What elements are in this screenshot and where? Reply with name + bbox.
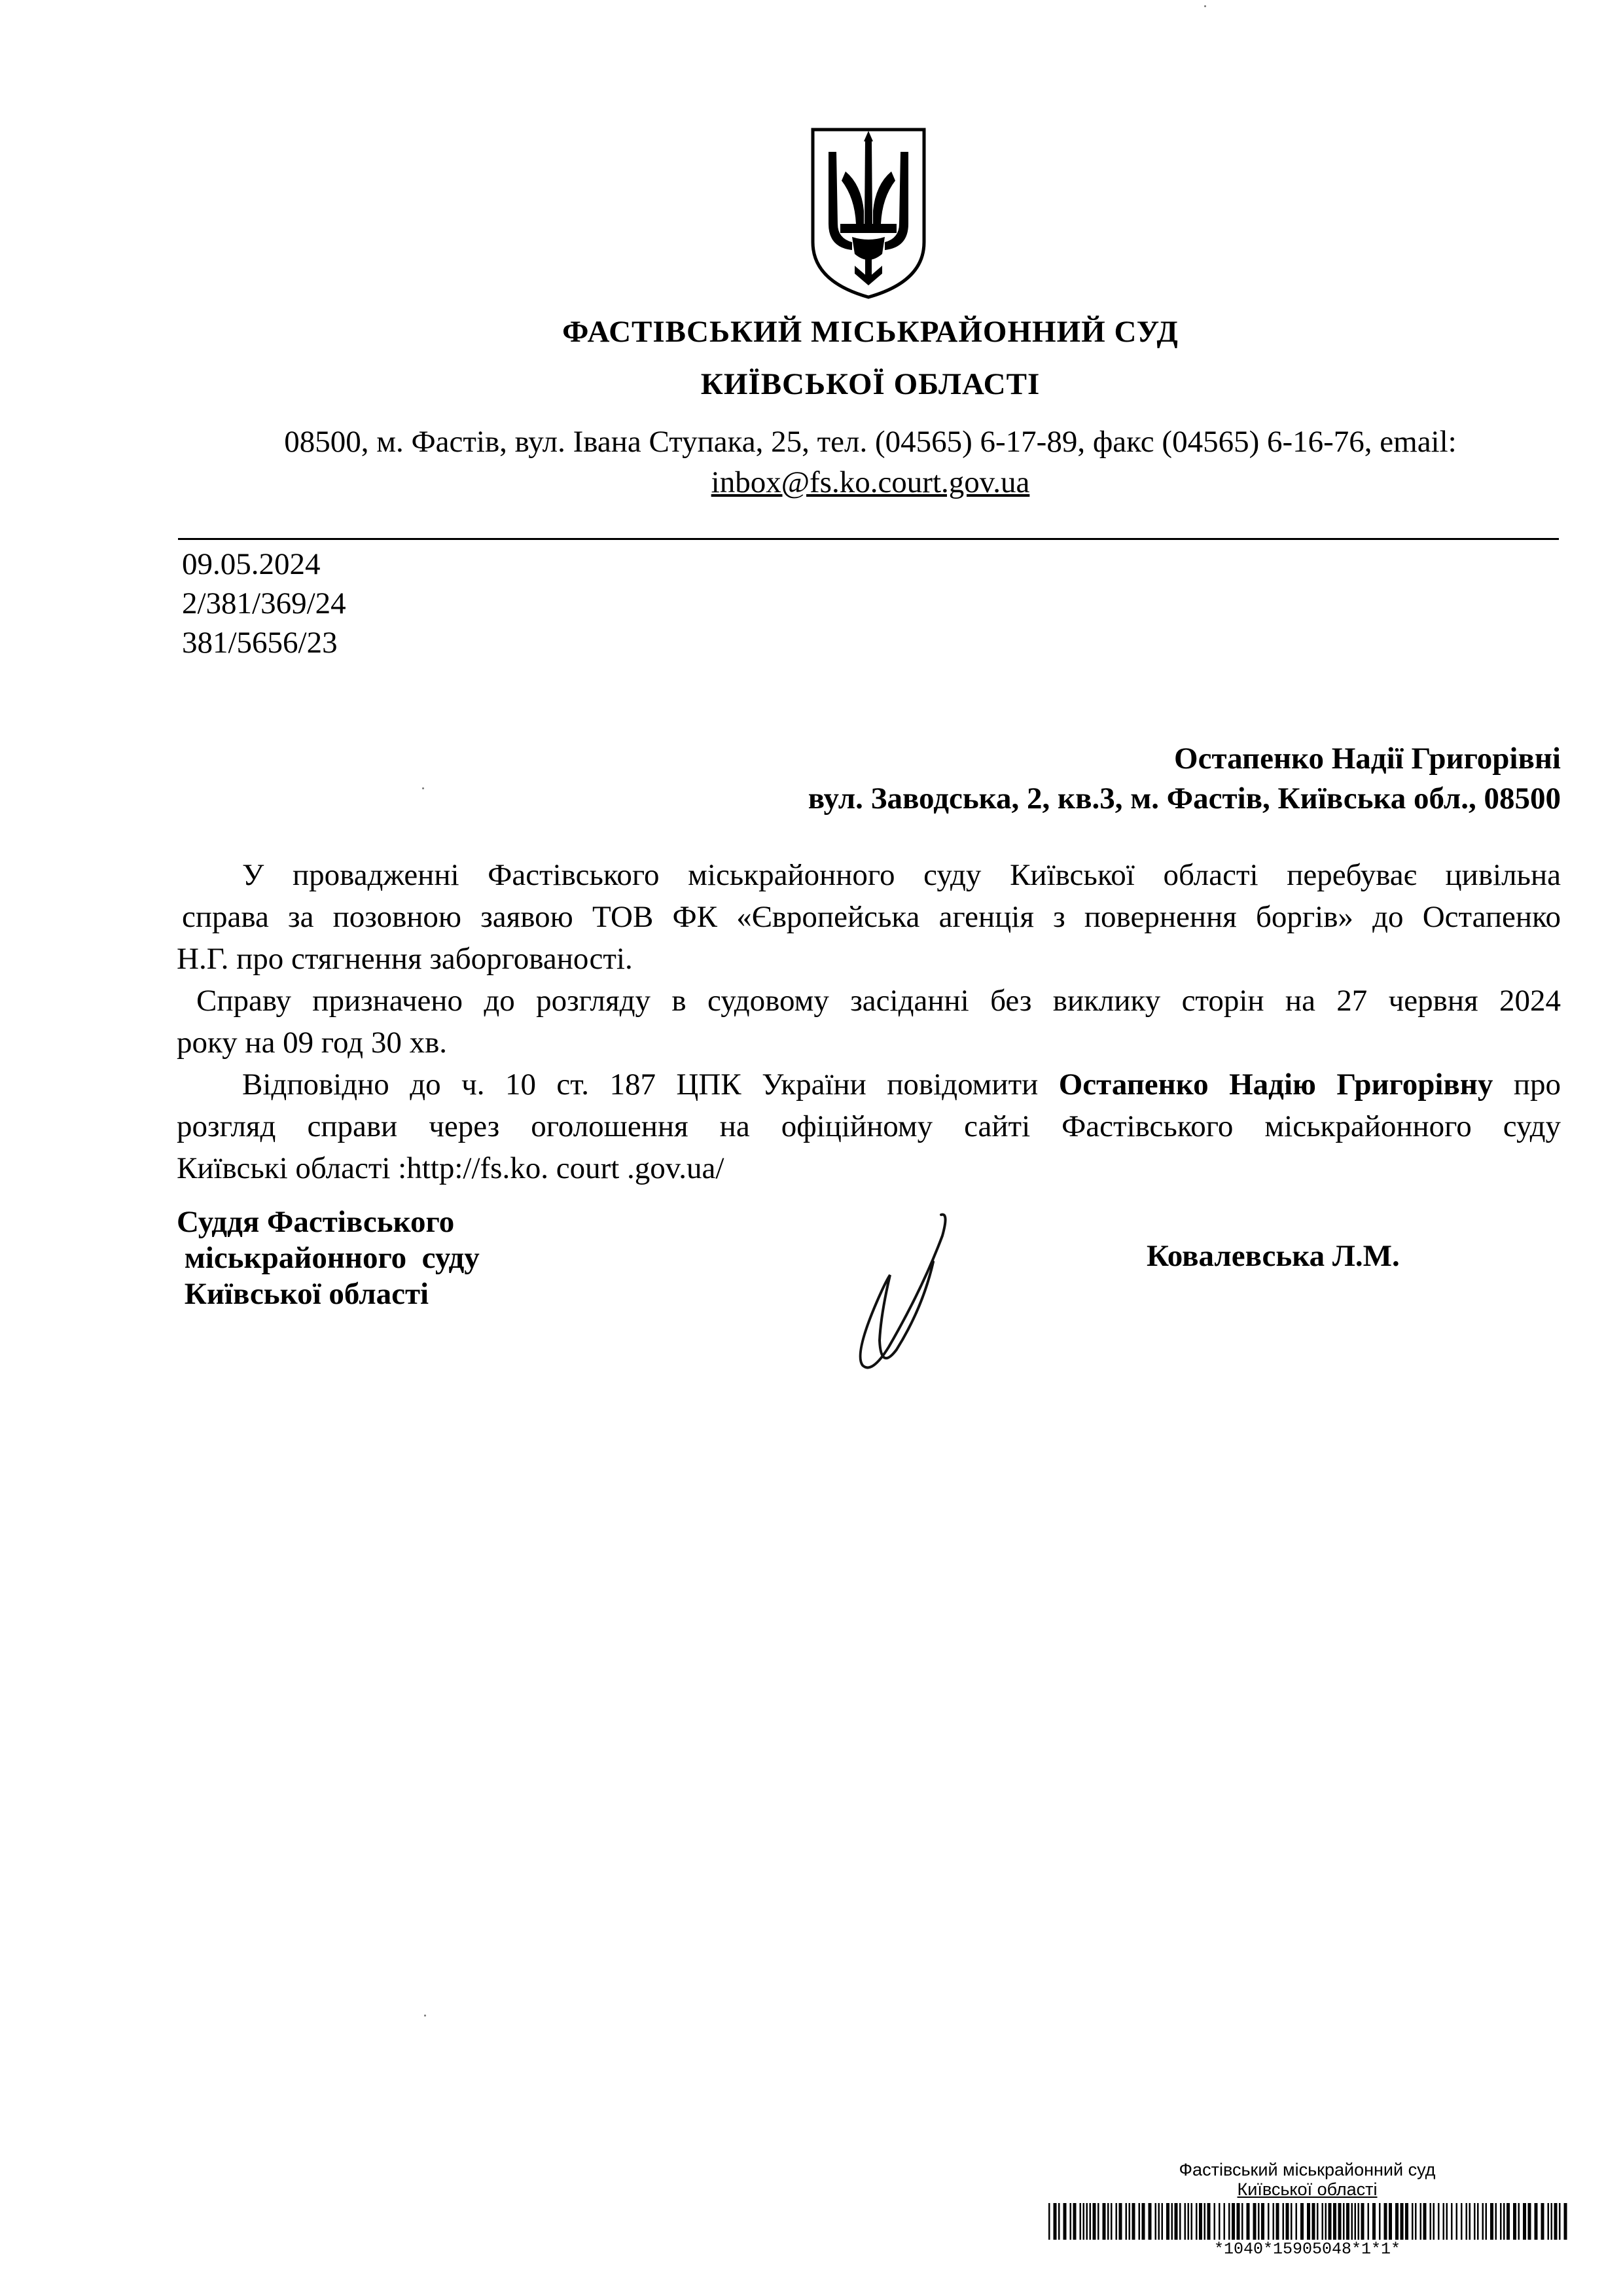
barcode-bar xyxy=(1523,2203,1526,2240)
barcode-bar xyxy=(1551,2203,1553,2240)
barcode-bar xyxy=(1312,2203,1315,2240)
barcode-bar xyxy=(1191,2203,1193,2240)
barcode-bar xyxy=(1228,2203,1230,2240)
barcode-bar xyxy=(1389,2203,1392,2240)
barcode-bar xyxy=(1119,2203,1122,2240)
defendant-name: Остапенко Надію Григорівну xyxy=(1058,1067,1493,1102)
barcode-bar xyxy=(1513,2203,1516,2240)
court-email-line xyxy=(0,465,1623,500)
barcode-bar xyxy=(1322,2203,1324,2240)
barcode-bar xyxy=(1126,2203,1128,2240)
barcode-bar xyxy=(1158,2203,1160,2240)
barcode-bar xyxy=(1456,2203,1458,2240)
barcode-bar xyxy=(1188,2203,1190,2240)
case-number: 381/5656/23 xyxy=(182,626,338,660)
recipient-name: Остапенко Надії Григорівні xyxy=(1174,742,1561,776)
body-p3-line1-end: про xyxy=(1493,1067,1561,1102)
scan-speck xyxy=(1204,5,1206,7)
barcode-bar xyxy=(1346,2203,1349,2240)
barcode-bar xyxy=(1219,2203,1221,2240)
judge-title-line2: міськрайонного суду xyxy=(177,1241,480,1275)
body-p3-line2: розгляд справи через оголошення на офіційному сайті Фастівського міськрайонного суду xyxy=(177,1109,1561,1143)
barcode-bar xyxy=(1451,2203,1453,2240)
barcode-bar xyxy=(1083,2203,1085,2240)
barcode-bar xyxy=(1073,2203,1077,2240)
barcode-bar xyxy=(1400,2203,1404,2240)
court-name-line2: КИЇВСЬКОЇ ОБЛАСТІ xyxy=(700,367,1041,401)
barcode-bar xyxy=(1325,2203,1327,2240)
barcode-bar xyxy=(1564,2203,1567,2240)
barcode-bar xyxy=(1179,2203,1181,2240)
barcode-bar xyxy=(1132,2203,1135,2240)
barcode-bar xyxy=(1247,2203,1250,2240)
barcode-bar xyxy=(1103,2203,1106,2240)
barcode-bar xyxy=(1086,2203,1088,2240)
barcode-bar xyxy=(1372,2203,1376,2240)
outgoing-number: 2/381/369/24 xyxy=(182,586,346,620)
body-p3-line1-start: Відповідно до ч. 10 ст. 187 ЦПК України повідомити xyxy=(242,1067,1059,1102)
letter-date: 09.05.2024 xyxy=(182,547,321,581)
barcode-bar xyxy=(1139,2203,1141,2240)
barcode-bar xyxy=(1355,2203,1357,2240)
barcode-bar xyxy=(1214,2203,1216,2240)
barcode-bar xyxy=(1307,2203,1310,2240)
barcode-bar xyxy=(1535,2203,1538,2240)
body-p2-line2: року на 09 год 30 хв. xyxy=(177,1026,448,1060)
barcode-bar xyxy=(1405,2203,1408,2240)
barcode-bar xyxy=(1063,2203,1067,2240)
barcode-bar xyxy=(1433,2203,1435,2240)
barcode-bar xyxy=(1273,2203,1275,2240)
barcode-bar xyxy=(1058,2203,1060,2240)
barcode-bar xyxy=(1283,2203,1285,2240)
scan-speck xyxy=(422,787,424,789)
barcode-bar xyxy=(1054,2203,1057,2240)
handwritten-signature-icon xyxy=(851,1210,962,1381)
court-email-link[interactable]: inbox@fs.ko.court.gov.ua xyxy=(711,465,1030,499)
barcode-bar xyxy=(1430,2203,1432,2240)
barcode-bar xyxy=(1149,2203,1152,2240)
barcode-bar xyxy=(1438,2203,1440,2240)
judge-name: Ковалевська Л.М. xyxy=(1147,1239,1400,1273)
barcode-bar xyxy=(1469,2203,1471,2240)
stamp-line1: Фастівський міськрайонний суд xyxy=(1179,2160,1436,2179)
barcode-bar xyxy=(1317,2203,1319,2240)
barcode-bar xyxy=(1461,2203,1463,2240)
barcode-bar xyxy=(1361,2203,1364,2240)
barcode-bar xyxy=(1507,2203,1510,2240)
barcode-bar xyxy=(1291,2203,1293,2240)
barcode-bar xyxy=(1204,2203,1206,2240)
registry-stamp xyxy=(1047,2160,1567,2259)
barcode-icon xyxy=(1047,2203,1567,2240)
barcode-bar xyxy=(1559,2203,1561,2240)
barcode-bar xyxy=(1142,2203,1145,2240)
barcode-bar xyxy=(1518,2203,1520,2240)
barcode-bar xyxy=(1196,2203,1198,2240)
judge-title-line1: Суддя Фастівського xyxy=(177,1205,455,1239)
barcode-bar xyxy=(1338,2203,1342,2240)
barcode-bar xyxy=(1384,2203,1387,2240)
barcode-bar xyxy=(1048,2203,1050,2240)
barcode-bar xyxy=(1253,2203,1257,2240)
barcode-bar xyxy=(1466,2203,1468,2240)
barcode-bar xyxy=(1500,2203,1502,2240)
barcode-bar xyxy=(1541,2203,1544,2240)
barcode-bar xyxy=(1329,2203,1332,2240)
barcode-bar xyxy=(1351,2203,1353,2240)
barcode-bar xyxy=(1395,2203,1399,2240)
barcode-bar xyxy=(1443,2203,1445,2240)
barcode-bar xyxy=(1423,2203,1427,2240)
barcode-bar xyxy=(1503,2203,1505,2240)
barcode-bar xyxy=(1286,2203,1289,2240)
barcode-bar xyxy=(1486,2203,1488,2240)
barcode-bar xyxy=(1477,2203,1479,2240)
barcode-bar xyxy=(1090,2203,1092,2240)
court-name-line1: ФАСТІВСЬКИЙ МІСЬКРАЙОННИЙ СУД xyxy=(562,315,1179,349)
recipient-address: вул. Заводська, 2, кв.3, м. Фастів, Київська обл., 08500 xyxy=(808,781,1561,816)
body-p2-line1: Справу призначено до розгляду в судовому засіданні без виклику сторін на 27 червня 2024 xyxy=(196,984,1561,1018)
body-p1-line3: Н.Г. про стягнення заборгованості. xyxy=(177,942,633,976)
barcode-bar xyxy=(1474,2203,1476,2240)
barcode-bar xyxy=(1482,2203,1484,2240)
barcode-bar xyxy=(1343,2203,1345,2240)
barcode-bar xyxy=(1097,2203,1099,2240)
court-contact-line: 08500, м. Фастів, вул. Івана Ступака, 25, тел. (04565) 6-17-89, факс (04565) 6-16-76, email: xyxy=(284,425,1457,459)
barcode-bar xyxy=(1258,2203,1260,2240)
barcode-bar xyxy=(1368,2203,1370,2240)
header-divider xyxy=(178,538,1559,540)
stamp-line2: Київської області xyxy=(1237,2179,1378,2199)
scan-speck xyxy=(424,2015,426,2017)
judge-title-line3: Київської області xyxy=(177,1277,429,1311)
ukraine-trident-icon xyxy=(809,126,928,300)
barcode-bar xyxy=(1080,2203,1082,2240)
body-p1-line2: справа за позовною заявою ТОВ ФК «Європейська агенція з повернення боргів» до Остапенко xyxy=(182,900,1561,934)
body-p3-line3: Київські області :http://fs.ko. court .gov.ua/ xyxy=(177,1151,724,1185)
barcode-bar xyxy=(1241,2203,1243,2240)
barcode-bar xyxy=(1296,2203,1298,2240)
barcode-bar xyxy=(1490,2203,1493,2240)
body-p1-line1: У провадженні Фастівського міськрайонного суду Київської області перебуває цивільна xyxy=(242,858,1561,892)
judge-title-block xyxy=(177,1204,480,1312)
barcode-bar xyxy=(1224,2203,1226,2240)
barcode-bar xyxy=(1111,2203,1113,2240)
barcode-bar xyxy=(1237,2203,1240,2240)
barcode-bar xyxy=(1415,2203,1417,2240)
barcode-bar xyxy=(1166,2203,1169,2240)
barcode-bar xyxy=(1175,2203,1178,2240)
barcode-bar xyxy=(1554,2203,1558,2240)
barcode-bar xyxy=(1171,2203,1173,2240)
barcode-bar xyxy=(1412,2203,1414,2240)
barcode-bar xyxy=(1162,2203,1164,2240)
barcode-bar xyxy=(1185,2203,1186,2240)
barcode-bar xyxy=(1548,2203,1550,2240)
barcode-bar xyxy=(1268,2203,1270,2240)
barcode-bar xyxy=(1199,2203,1202,2240)
barcode-bar xyxy=(1155,2203,1157,2240)
barcode-bar xyxy=(1333,2203,1336,2240)
barcode-bar xyxy=(1232,2203,1235,2240)
barcode-bar xyxy=(1207,2203,1211,2240)
barcode-bar xyxy=(1116,2203,1118,2240)
barcode-bar xyxy=(1276,2203,1279,2240)
barcode-bar xyxy=(1129,2203,1131,2240)
barcode-bar xyxy=(1358,2203,1360,2240)
barcode-bar xyxy=(1070,2203,1072,2240)
barcode-bar xyxy=(1446,2203,1448,2240)
barcode-bar xyxy=(1379,2203,1381,2240)
barcode-bar xyxy=(1107,2203,1109,2240)
barcode-bar xyxy=(1093,2203,1096,2240)
letter-body xyxy=(177,854,1561,1189)
barcode-bar xyxy=(1495,2203,1497,2240)
barcode-bar xyxy=(1528,2203,1531,2240)
barcode-bar xyxy=(1261,2203,1264,2240)
barcode-bar xyxy=(1300,2203,1304,2240)
barcode-bar xyxy=(1420,2203,1422,2240)
barcode-number: *1040*15905048*1*1* xyxy=(1213,2240,1401,2259)
body-p3-line1 xyxy=(177,1064,1561,1105)
